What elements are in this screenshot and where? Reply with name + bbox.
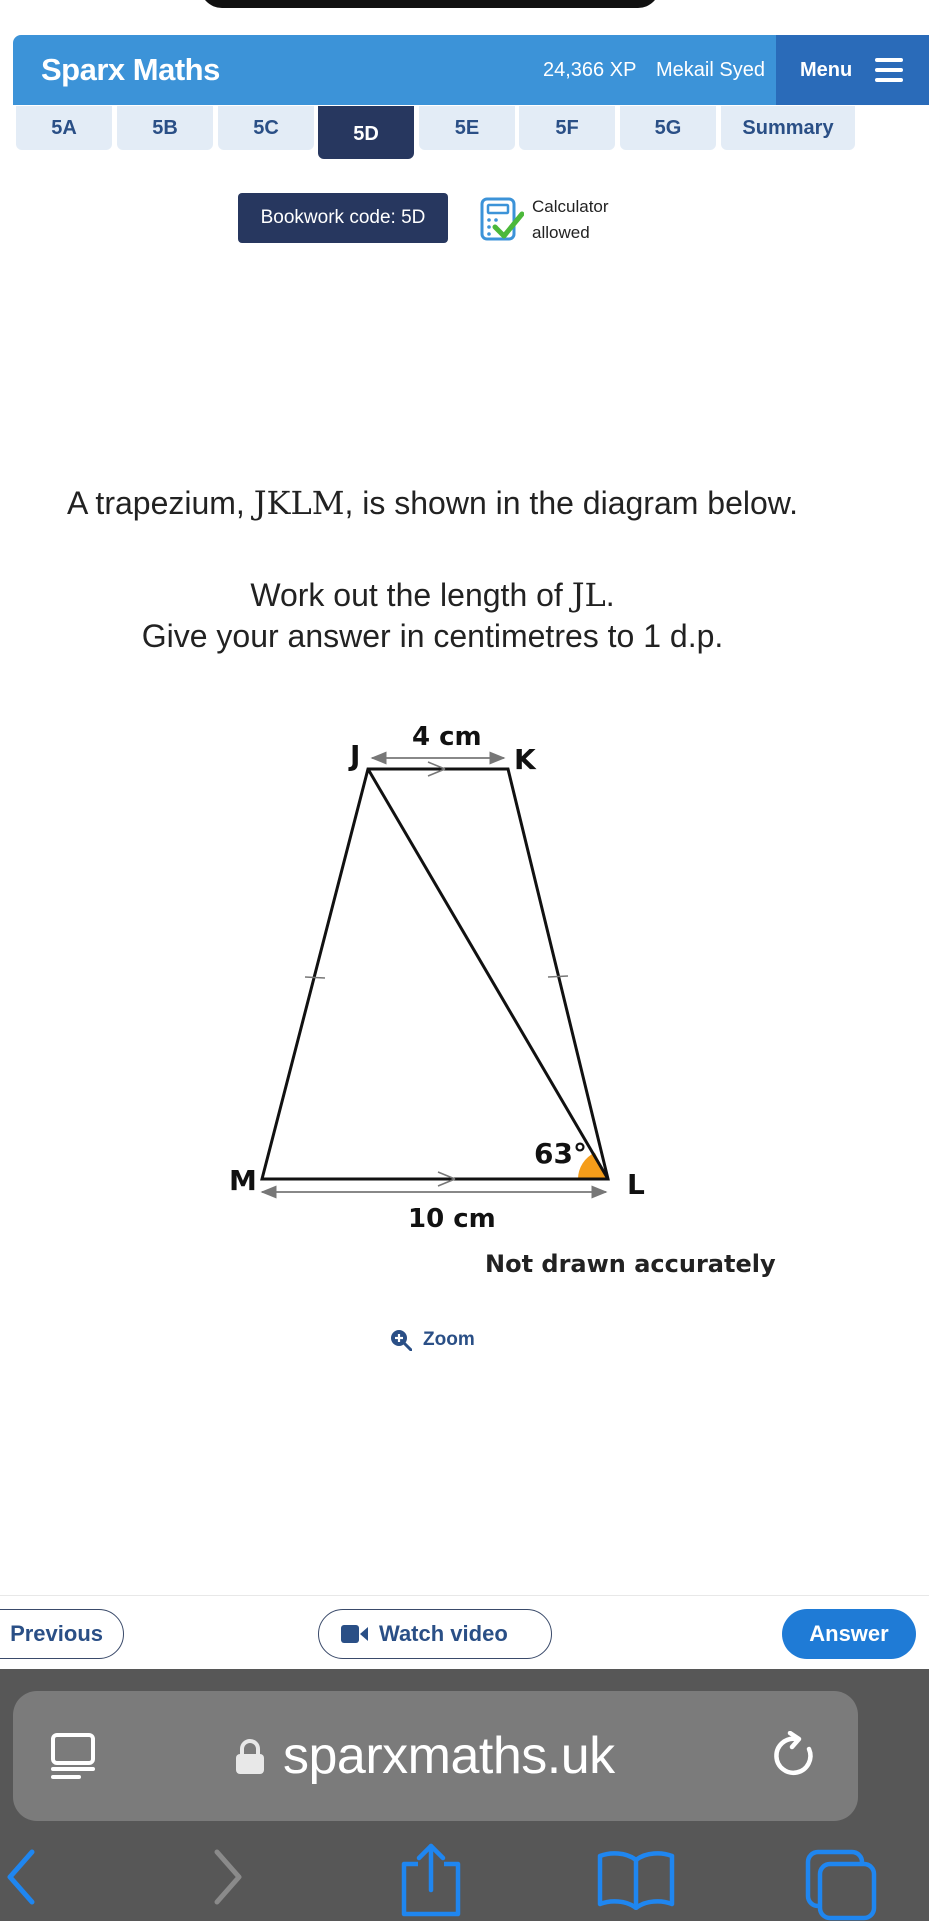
vertex-label-m: M (229, 1164, 257, 1197)
diagonal-jl (368, 769, 608, 1179)
bookmarks-icon[interactable] (596, 1848, 676, 1910)
url-text: sparxmaths.uk (283, 1727, 615, 1785)
vertex-label-l: L (627, 1168, 645, 1201)
calculator-status (532, 194, 609, 246)
reader-view-icon[interactable] (51, 1733, 95, 1779)
app-header (13, 35, 929, 105)
question-task-post: . (605, 577, 615, 613)
equal-mark-left (305, 977, 325, 978)
question-task-pre: Work out the length of (250, 577, 572, 613)
tab-5b[interactable]: 5B (117, 106, 213, 150)
zoom-label: Zoom (423, 1329, 475, 1350)
calculator-status-line1: Calculator (532, 197, 609, 216)
browser-chrome (0, 1669, 929, 1921)
reload-icon[interactable] (771, 1731, 821, 1781)
watch-video-label: Watch video (379, 1621, 508, 1646)
question-intro-post: , is shown in the diagram below. (344, 485, 799, 521)
calculator-allowed-icon (478, 196, 524, 242)
bookwork-code: Bookwork code: 5D (238, 193, 448, 243)
video-camera-icon (341, 1625, 369, 1643)
segment-name: JL (571, 576, 606, 614)
xp-counter: 24,366 XP (543, 59, 637, 81)
calculator-status-line2: allowed (532, 223, 590, 242)
watch-video-button[interactable] (318, 1609, 552, 1659)
vertex-label-j: J (350, 739, 361, 772)
tab-5g[interactable]: 5G (620, 106, 716, 150)
question-task (0, 576, 865, 614)
tab-5a[interactable]: 5A (16, 106, 112, 150)
trapezium-outline (262, 769, 608, 1179)
menu-label: Menu (800, 59, 853, 81)
footer-divider (0, 1595, 929, 1596)
tab-5c[interactable]: 5C (218, 106, 314, 150)
address-bar[interactable] (13, 1691, 858, 1821)
answer-button[interactable]: Answer (782, 1609, 916, 1659)
device-notch (200, 0, 660, 8)
back-icon[interactable] (0, 1842, 50, 1912)
tabs-icon[interactable] (804, 1848, 880, 1921)
trapezium-diagram (0, 700, 929, 1290)
top-length-label: 4 cm (412, 722, 482, 752)
share-icon[interactable] (398, 1842, 464, 1918)
task-tabs (0, 106, 929, 162)
tab-summary[interactable]: Summary (721, 106, 855, 150)
tab-5d[interactable]: 5D (318, 106, 414, 159)
app-title: Sparx Maths (41, 52, 220, 87)
tab-5e[interactable]: 5E (419, 106, 515, 150)
lock-icon (235, 1739, 265, 1775)
hamburger-icon (875, 58, 903, 82)
bottom-length-label: 10 cm (408, 1204, 496, 1234)
tab-5f[interactable]: 5F (519, 106, 615, 150)
equal-mark-right (548, 976, 568, 977)
question-instruction: Give your answer in centimetres to 1 d.p. (141, 618, 724, 654)
not-accurate-note: Not drawn accurately (485, 1250, 776, 1278)
question-intro-pre: A trapezium, (66, 485, 254, 521)
forward-icon[interactable] (205, 1842, 255, 1912)
user-name: Mekail Syed (656, 59, 765, 81)
shape-name: JKLM (253, 484, 345, 522)
zoom-in-icon (390, 1329, 412, 1351)
question-intro (0, 484, 865, 522)
angle-label: 63° (534, 1137, 587, 1170)
menu-button[interactable] (776, 35, 929, 105)
previous-button[interactable]: Previous (0, 1609, 124, 1659)
vertex-label-k: K (514, 743, 536, 776)
